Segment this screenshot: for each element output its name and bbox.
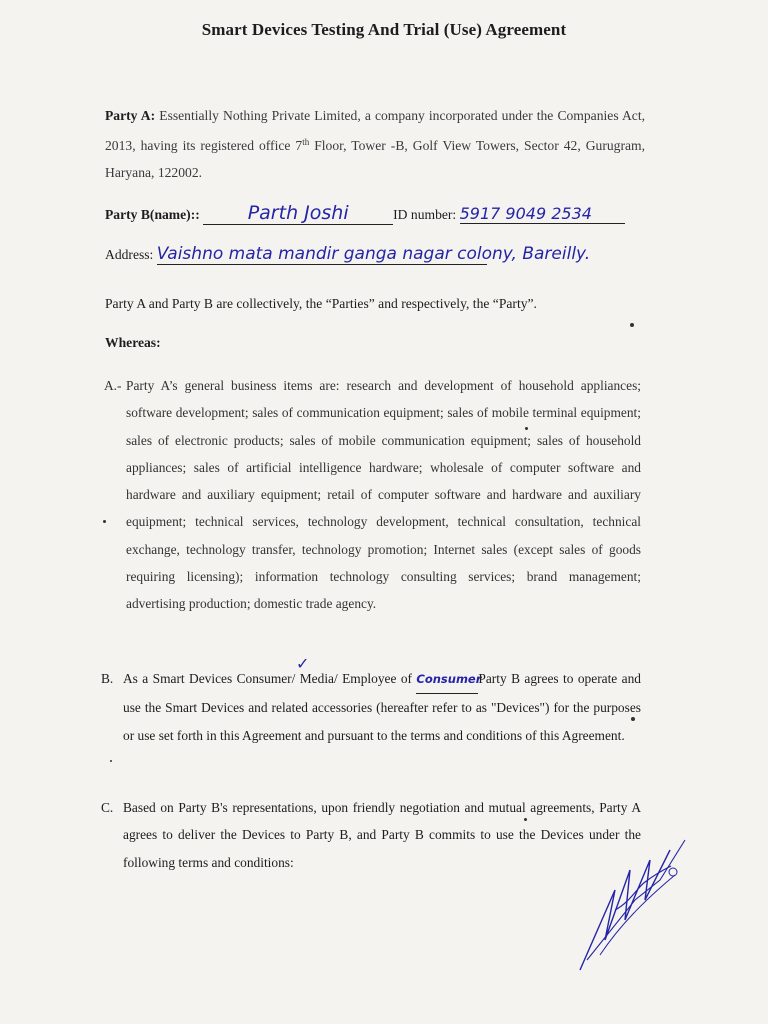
- checkmark-icon: ✓: [296, 656, 310, 673]
- clause-b: [101, 665, 641, 749]
- party-a-superscript: th: [302, 137, 310, 147]
- party-a-label: Party A:: [105, 108, 156, 123]
- party-b-address-row: [105, 244, 591, 265]
- scan-speck: [525, 427, 528, 430]
- party-b-name-field: [203, 202, 393, 225]
- party-b-address-field: [156, 244, 591, 265]
- clause-c: [101, 794, 641, 876]
- clause-a-text: Party A’s general business items are: research and development of household appliances; software development; sales of communication equipment; sales of mobile terminal equipment; sales of electronic products; sales of mobile communication equipment; sales of household appliances; sales of artificial intelligence hardware; wholesale of computer software and hardware and auxiliary equipment; retail of computer software and hardware and auxiliary equipment; technical services, technology development, technical consultation, technical exchange, technology transfer, technology promotion; Internet sales (except sales of goods requiring licensing); information technology consulting services; brand management; advertising production; domestic trade agency.: [126, 378, 641, 612]
- clause-b-text-2: Party B agrees to operate and use the Smart Devices and related accessories (hereafter refer to as "Devices") for the purposes or use set forth in this Agreement and pursuant to the terms and conditions of this Agreement.: [123, 671, 642, 743]
- party-b-name-value: Parth Joshi: [247, 202, 349, 224]
- party-b-address-value: Vaishno mata mandir ganga nagar colony, Bareilly.: [156, 244, 591, 264]
- party-a-text-1: Essentially Nothing Private Limited, a company incorporated under the Companies Act, 2013, having its registered office 7: [105, 108, 645, 153]
- party-b-name-label: Party B(name)::: [105, 207, 200, 222]
- clause-b-marker: B.: [101, 671, 114, 686]
- scan-speck: [110, 760, 112, 762]
- clause-c-marker: C.: [101, 800, 114, 815]
- document-title: Smart Devices Testing And Trial (Use) Agreement: [201, 20, 567, 39]
- scan-speck: [630, 323, 634, 327]
- collective-definition: Party A and Party B are collectively, the “Parties” and respectively, the “Party”.: [105, 296, 537, 311]
- party-b-id-field: [460, 204, 625, 224]
- clause-c-text: Based on Party B's representations, upon friendly negotiation and mutual agreements, Party A agrees to deliver the Devices to Party B, and Party B commits to use the Devices under the following terms and conditions:: [123, 800, 641, 870]
- party-a-paragraph: [105, 102, 645, 186]
- party-b-id-value: 5917 9049 2534: [459, 204, 592, 223]
- whereas-heading: Whereas:: [105, 335, 161, 350]
- clause-a-marker: A.-: [104, 378, 122, 393]
- clause-b-handwritten-fill: Consumer: [416, 666, 478, 694]
- scan-speck: [631, 717, 635, 721]
- party-a-text-2: Floor, Tower -B, Golf View Towers, Sector 42, Gurugram, Haryana, 122002.: [105, 138, 645, 180]
- party-b-address-label: Address:: [105, 247, 154, 262]
- party-b-id-label: ID number:: [393, 207, 457, 222]
- scan-speck: [103, 520, 106, 523]
- signature-image: [575, 830, 705, 980]
- scan-speck: [524, 818, 527, 821]
- clause-b-text-1: As a Smart Devices Consumer/ Media/ Employee of: [123, 671, 417, 686]
- clause-a: [104, 372, 641, 618]
- party-b-name-row: [105, 202, 625, 225]
